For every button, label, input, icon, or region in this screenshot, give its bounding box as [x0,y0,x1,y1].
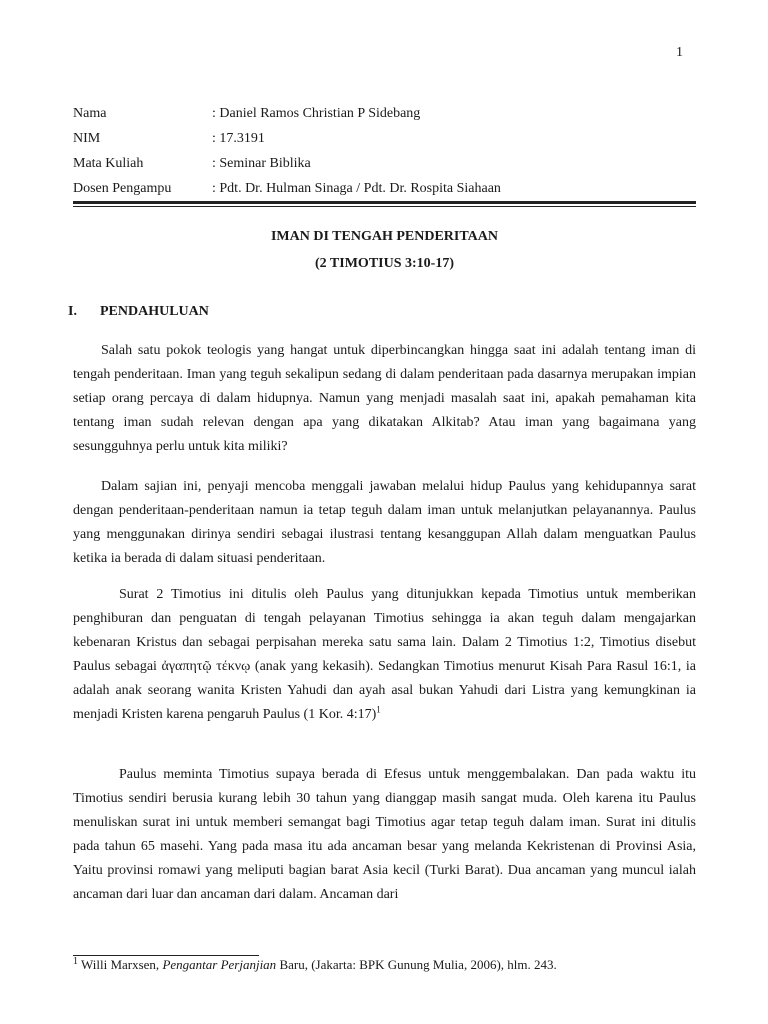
info-label: Dosen Pengampu [73,180,172,196]
footnote-mark: 1 [73,955,78,967]
info-label: NIM [73,130,101,146]
info-label: Mata Kuliah [73,155,144,171]
page-number: 1 [676,45,683,60]
paragraph-3 [73,583,696,727]
footnote-book-title: Pengantar Perjanjian [162,957,277,972]
paragraph-3-text: Surat 2 Timotius ini ditulis oleh Paulus yang ditunjukkan kepada Timotius untuk memberikan penghiburan dan penguatan di tengah pelayanan Timotius sehingga ia akan teguh dalam mengajarkan kebenaran Kristus dan sebagai perpisahan mereka satu sama lain. Dalam 2 Timotius 1:2, Timotius disebut Paulus sebagai ἀγαπητῷ τέκνῳ (anak yang kekasih). Sedangkan Timotius menurut Kisah Para Rasul 16:1, ia adalah anak seorang wanita Kristen Yahudi dan ayah asal bukan Yahudi dari Listra yang kemungkinan ia menjadi Kristen karena pengaruh Paulus (1 Kor. 4:17) [73,587,696,722]
section-number: I. [68,304,77,319]
document-subtitle: (2 TIMOTIUS 3:10-17) [315,256,454,271]
info-value: : 17.3191 [212,130,265,146]
section-title: PENDAHULUAN [100,304,209,319]
footnote [73,957,557,973]
info-value: : Pdt. Dr. Hulman Sinaga / Pdt. Dr. Rospita Siahaan [212,180,501,196]
info-value: : Seminar Biblika [212,155,311,171]
footnote-author: Willi Marxsen, [81,957,163,972]
info-row-nim [73,126,501,151]
info-row-nama [73,101,501,126]
info-value: : Daniel Ramos Christian P Sidebang [212,105,421,121]
footnote-reference[interactable]: 1 [376,704,381,715]
student-info [73,101,501,201]
paragraph-2: Dalam sajian ini, penyaji mencoba menggali jawaban melalui hidup Paulus yang kehidupannya sarat dengan penderitaan-penderitaan namun ia tetap teguh dalam iman untuk melanjutkan pelayanannya. Paulus yang menggunakan dirinya sendiri sebagai ilustrasi tentang kesanggupan Allah dalam menguatkan Paulus ketika ia berada di dalam situasi penderitaan. [73,479,696,566]
info-row-dosen [73,176,501,201]
header-divider-thick [73,201,696,204]
info-row-mata-kuliah [73,151,501,176]
footnote-divider [73,955,259,956]
info-label: Nama [73,105,107,121]
section-heading [68,304,209,320]
document-title: IMAN DI TENGAH PENDERITAAN [270,229,498,244]
footnote-rest: Baru, (Jakarta: BPK Gunung Mulia, 2006), hlm. 243. [276,957,557,972]
paragraph-4: Paulus meminta Timotius supaya berada di Efesus untuk menggembalakan. Dan pada waktu itu Timotius sendiri berusia kurang lebih 30 tahun yang dianggap masih sangat muda. Oleh karena itu Paulus menuliskan surat ini untuk memberi semangat bagi Timotius agar tetap teguh dalam iman. Surat ini ditulis pada tahun 65 masehi. Yang pada masa itu ada ancaman besar yang melanda Kekristenan di Provinsi Asia, Yaitu provinsi romawi yang meliputi bagian barat Asia kecil (Turki Barat). Dua ancaman yang muncul ialah ancaman dari luar dan ancaman dari dalam. Ancaman dari [73,767,696,902]
paragraph-1: Salah satu pokok teologis yang hangat untuk diperbincangkan hingga saat ini adalah tentang iman di tengah penderitaan. Iman yang teguh sekalipun sedang di dalam penderitaan pada dasarnya merupakan impian setiap orang percaya di dalam hidupnya. Namun yang menjadi masalah saat ini, apakah pemahaman kita tentang iman sudah relevan dengan apa yang dikatakan Alkitab? Atau iman yang bagaimana yang sesungguhnya perlu untuk kita miliki? [73,343,696,454]
header-divider-thin [73,206,696,207]
